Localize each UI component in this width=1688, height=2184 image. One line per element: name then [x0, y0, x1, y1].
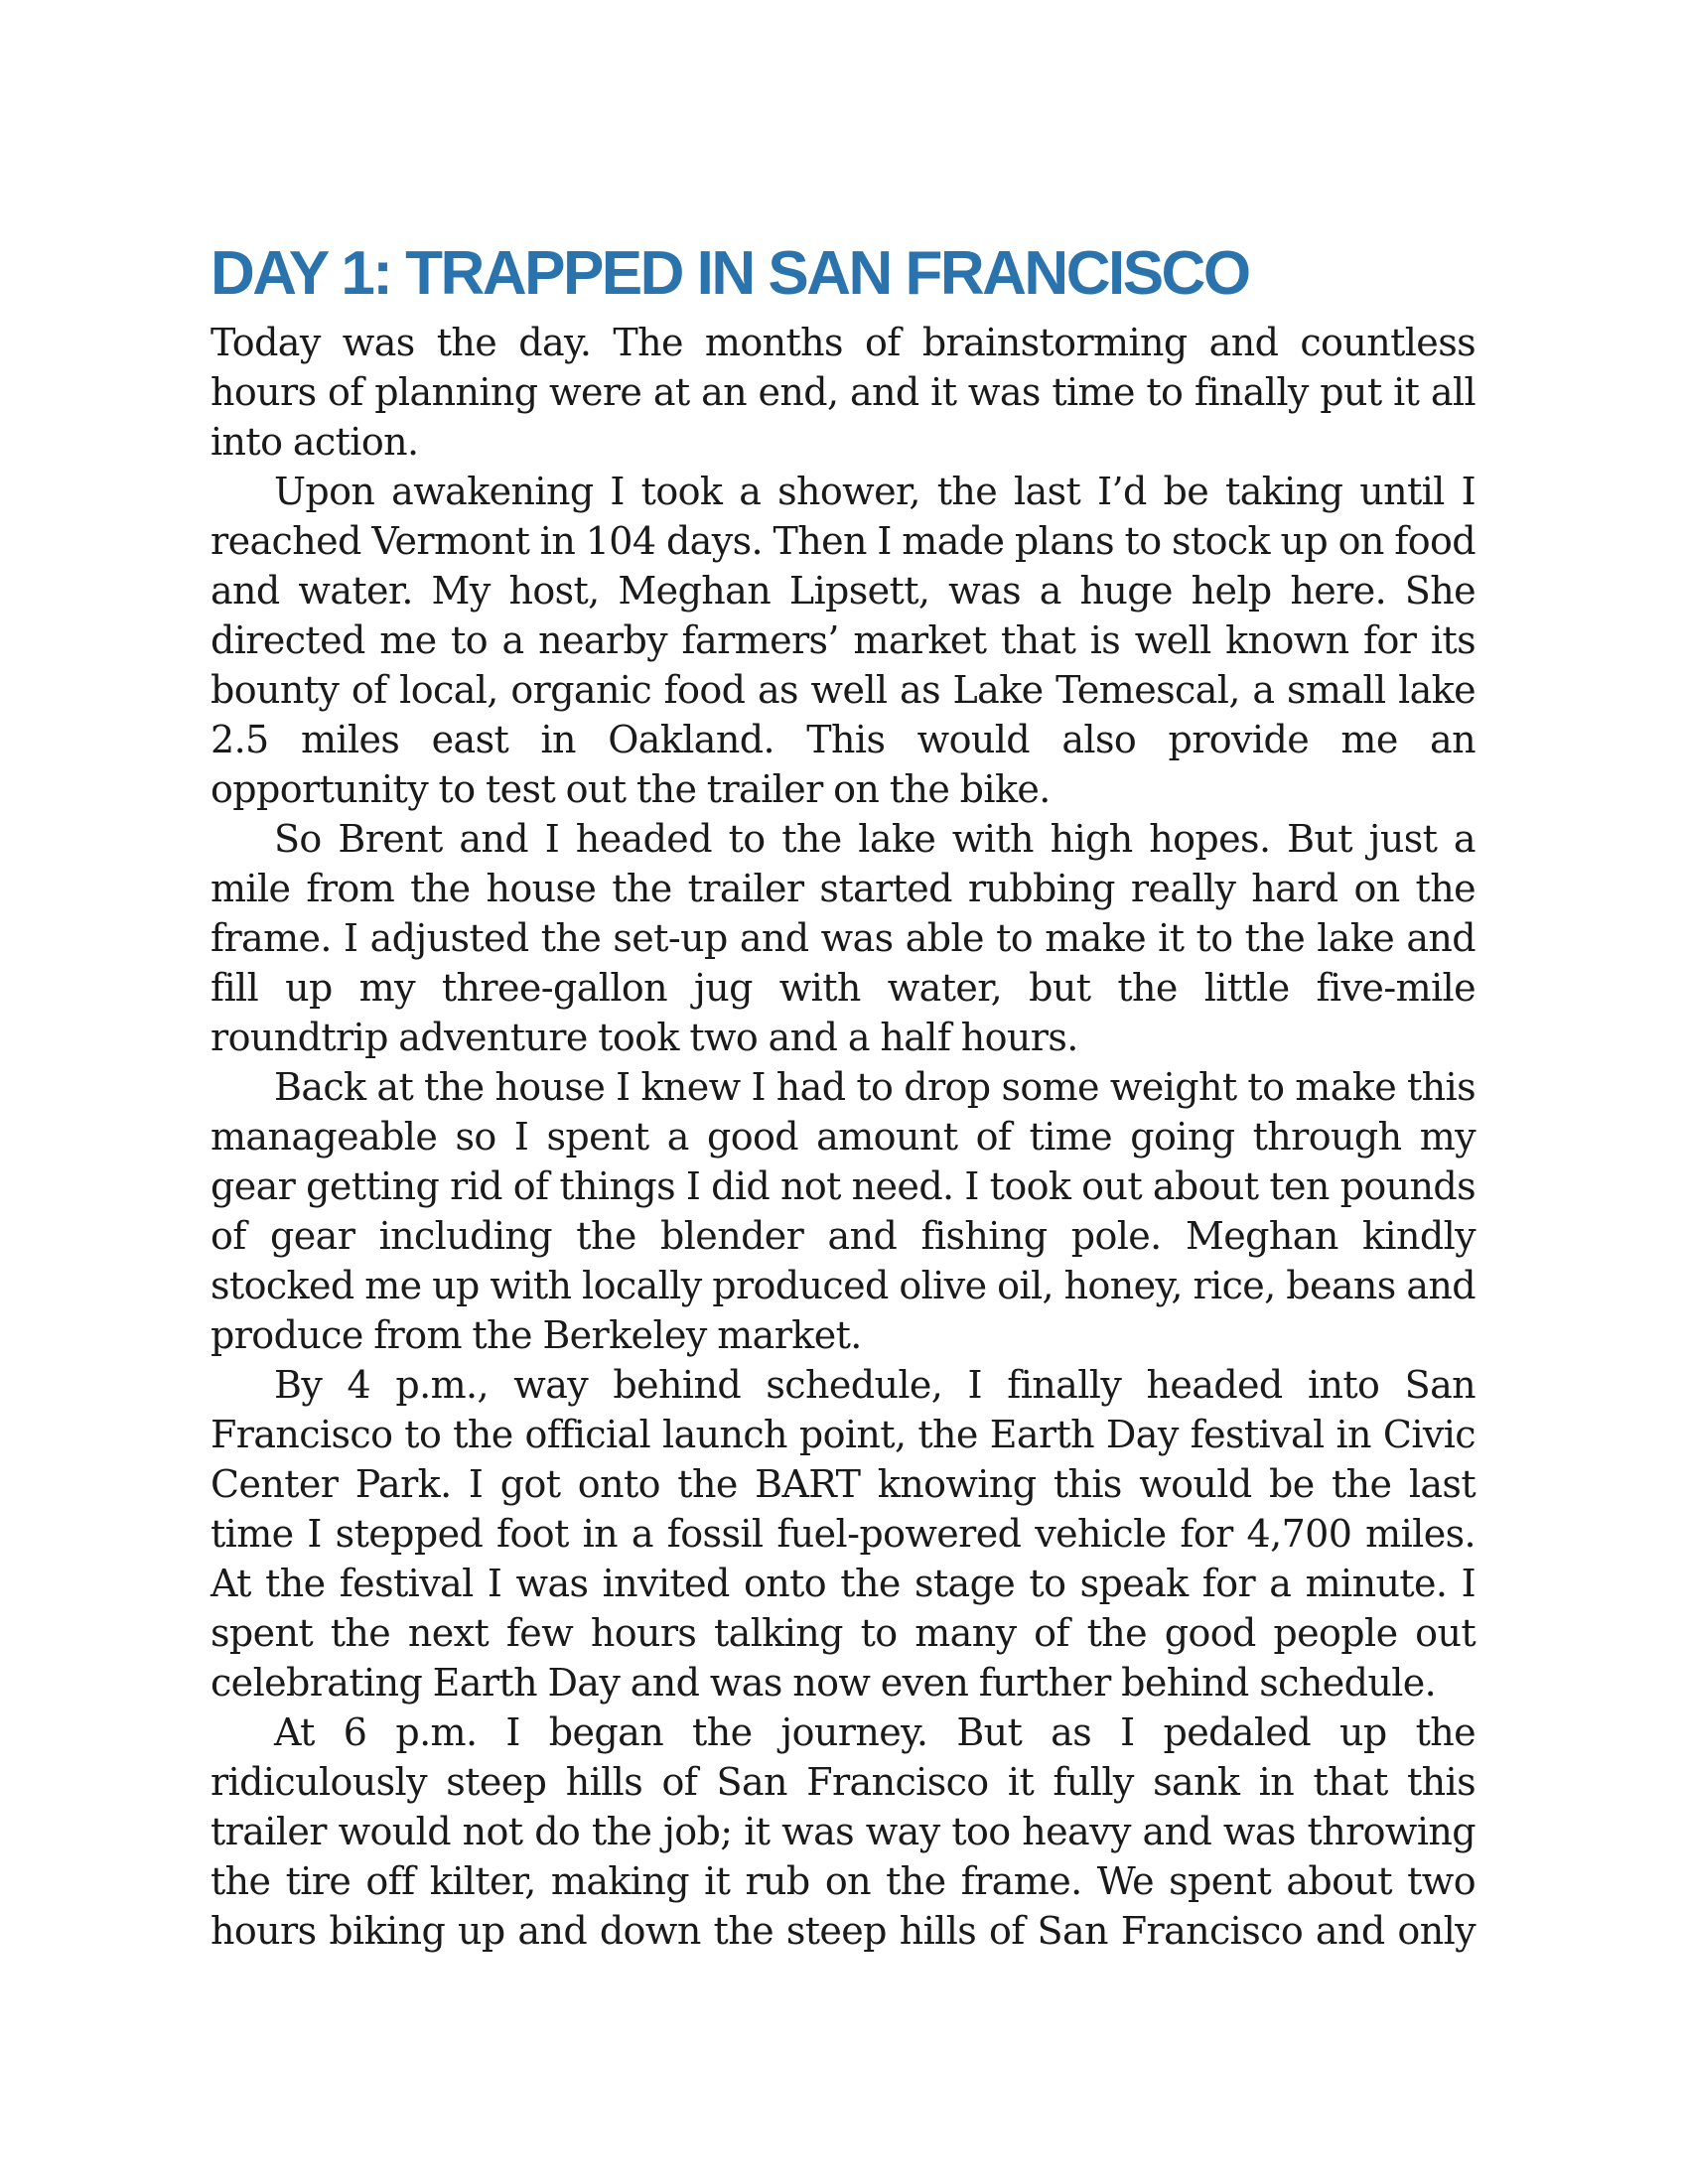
paragraph: By 4 p.m., way behind schedule, I finally headed into San Francisco to the official launch point, the Earth Day festival in Civic Center Park. I got onto the BART knowing this would be the last time I stepped foot in a fossil fuel-powered vehicle for 4,700 miles. At the festival I was invited onto the stage to speak for a minute. I spent the next few hours talking to many of the good people out celebrating Earth Day and was now even further behind schedule. [211, 1363, 1476, 1705]
paragraph: At 6 p.m. I began the journey. But as I pedaled up the ridiculously steep hills of San Francisco it fully sank in that this trailer would not do the job; it was way too heavy and was throwing the tire off kilter, making it rub on the frame. We spent about two hours biking up and down the steep hills of San Francisco and only [211, 1710, 1476, 1953]
chapter-body [211, 318, 1476, 1956]
paragraph: So Brent and I headed to the lake with high hopes. But just a mile from the house the trailer started rubbing really hard on the frame. I adjusted the set-up and was able to make it to the lake and fill up my three-gallon jug with water, but the little five-mile roundtrip adventure took two and a half hours. [211, 817, 1476, 1059]
paragraph: Today was the day. The months of brainstorming and countless hours of planning were at an end, and it was time to finally put it all into action. [211, 321, 1476, 464]
paragraph: Upon awakening I took a shower, the last I’d be taking until I reached Vermont in 104 days. Then I made plans to stock up on food and water. My host, Meghan Lipsett, was a huge help here. She directed me to a nearby farmers’ market that is well known for its bounty of local, organic food as well as Lake Temescal, a small lake 2.5 miles east in Oakland. This would also provide me an opportunity to test out the trailer on the bike. [211, 470, 1476, 811]
paragraph: Back at the house I knew I had to drop some weight to make this manageable so I spent a good amount of time going through my gear getting rid of things I did not need. I took out about ten pounds of gear including the blender and fishing pole. Meghan kindly stocked me up with locally produced olive oil, honey, rice, beans and produce from the Berkeley market. [211, 1065, 1476, 1357]
book-page [211, 238, 1476, 1956]
chapter-title: DAY 1: TRAPPED IN SAN FRANCISCO [211, 239, 1249, 308]
